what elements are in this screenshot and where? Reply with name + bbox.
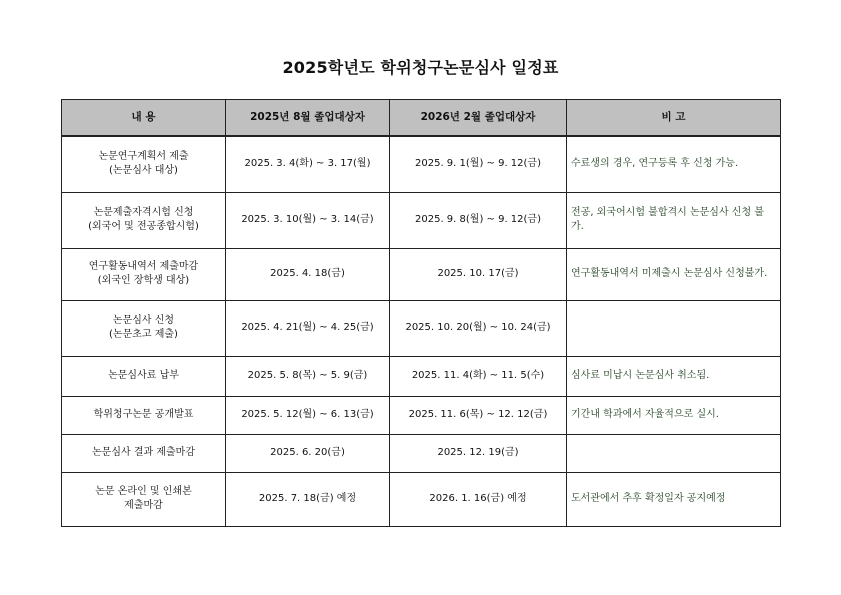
table-row [62, 472, 781, 526]
row-remark: 기간내 학과에서 자율적으로 실시. [567, 396, 781, 434]
row-feb-date: 2025. 10. 17(금) [390, 248, 567, 300]
row-feb-date: 2025. 10. 20(월) ~ 10. 24(금) [390, 300, 567, 356]
row-feb-date: 2025. 12. 19(금) [390, 434, 567, 472]
row-aug-date: 2025. 5. 8(목) ~ 5. 9(금) [226, 356, 390, 396]
row-remark: 도서관에서 추후 확정일자 공지예정 [567, 472, 781, 526]
row-item-subtitle: (논문초고 제출) [109, 329, 178, 340]
row-item [62, 136, 226, 192]
header-aug-graduates: 2025년 8월 졸업대상자 [226, 100, 390, 137]
row-item-title: 논문제출자격시험 신청 [93, 206, 194, 218]
row-item [62, 396, 226, 434]
row-feb-date: 2025. 9. 8(월) ~ 9. 12(금) [390, 192, 567, 248]
header-feb-graduates: 2026년 2월 졸업대상자 [390, 100, 567, 137]
table-header-row [62, 100, 781, 137]
row-item-title: 논문심사 신청 [112, 314, 175, 326]
table-row [62, 248, 781, 300]
row-item-title: 논문연구계획서 제출 [98, 150, 189, 162]
row-remark [567, 434, 781, 472]
row-item-title: 학위청구논문 공개발표 [93, 408, 194, 420]
table-row [62, 192, 781, 248]
schedule-table [61, 99, 781, 527]
row-aug-date: 2025. 7. 18(금) 예정 [226, 472, 390, 526]
row-item [62, 472, 226, 526]
table-row [62, 434, 781, 472]
row-feb-date: 2025. 11. 4(화) ~ 11. 5(수) [390, 356, 567, 396]
page-title: 2025학년도 학위청구논문심사 일정표 [282, 58, 559, 77]
row-aug-date: 2025. 6. 20(금) [226, 434, 390, 472]
row-item-subtitle: (논문심사 대상) [109, 165, 178, 177]
table-row [62, 396, 781, 434]
row-feb-date: 2026. 1. 16(금) 예정 [390, 472, 567, 526]
row-item-title: 논문 온라인 및 인쇄본 [95, 485, 192, 497]
row-remark: 심사료 미납시 논문심사 취소됨. [567, 356, 781, 396]
table-row [62, 136, 781, 192]
row-item-subtitle: (외국어 및 전공종합시험) [88, 221, 199, 232]
row-item-subtitle: 제출마감 [124, 500, 163, 511]
row-item [62, 300, 226, 356]
row-aug-date: 2025. 3. 4(화) ~ 3. 17(월) [226, 136, 390, 192]
row-item-subtitle: (외국인 장학생 대상) [97, 275, 190, 286]
row-remark: 연구활동내역서 미제출시 논문심사 신청불가. [567, 248, 781, 300]
row-item [62, 434, 226, 472]
row-remark: 수료생의 경우, 연구등록 후 신청 가능. [567, 136, 781, 192]
row-aug-date: 2025. 3. 10(월) ~ 3. 14(금) [226, 192, 390, 248]
table-row [62, 356, 781, 396]
header-remarks: 비 고 [567, 100, 781, 137]
row-item-title: 논문심사료 납부 [108, 369, 179, 381]
row-feb-date: 2025. 11. 6(목) ~ 12. 12(금) [390, 396, 567, 434]
row-aug-date: 2025. 4. 18(금) [226, 248, 390, 300]
row-item [62, 248, 226, 300]
row-feb-date: 2025. 9. 1(월) ~ 9. 12(금) [390, 136, 567, 192]
row-item-title: 연구활동내역서 제출마감 [88, 260, 199, 272]
row-remark: 전공, 외국어시험 불합격시 논문심사 신청 불가. [567, 192, 781, 248]
row-item-title: 논문심사 결과 제출마감 [92, 446, 195, 458]
row-item [62, 356, 226, 396]
row-remark [567, 300, 781, 356]
header-content: 내 용 [62, 100, 226, 137]
row-item [62, 192, 226, 248]
table-row [62, 300, 781, 356]
row-aug-date: 2025. 5. 12(월) ~ 6. 13(금) [226, 396, 390, 434]
row-aug-date: 2025. 4. 21(월) ~ 4. 25(금) [226, 300, 390, 356]
